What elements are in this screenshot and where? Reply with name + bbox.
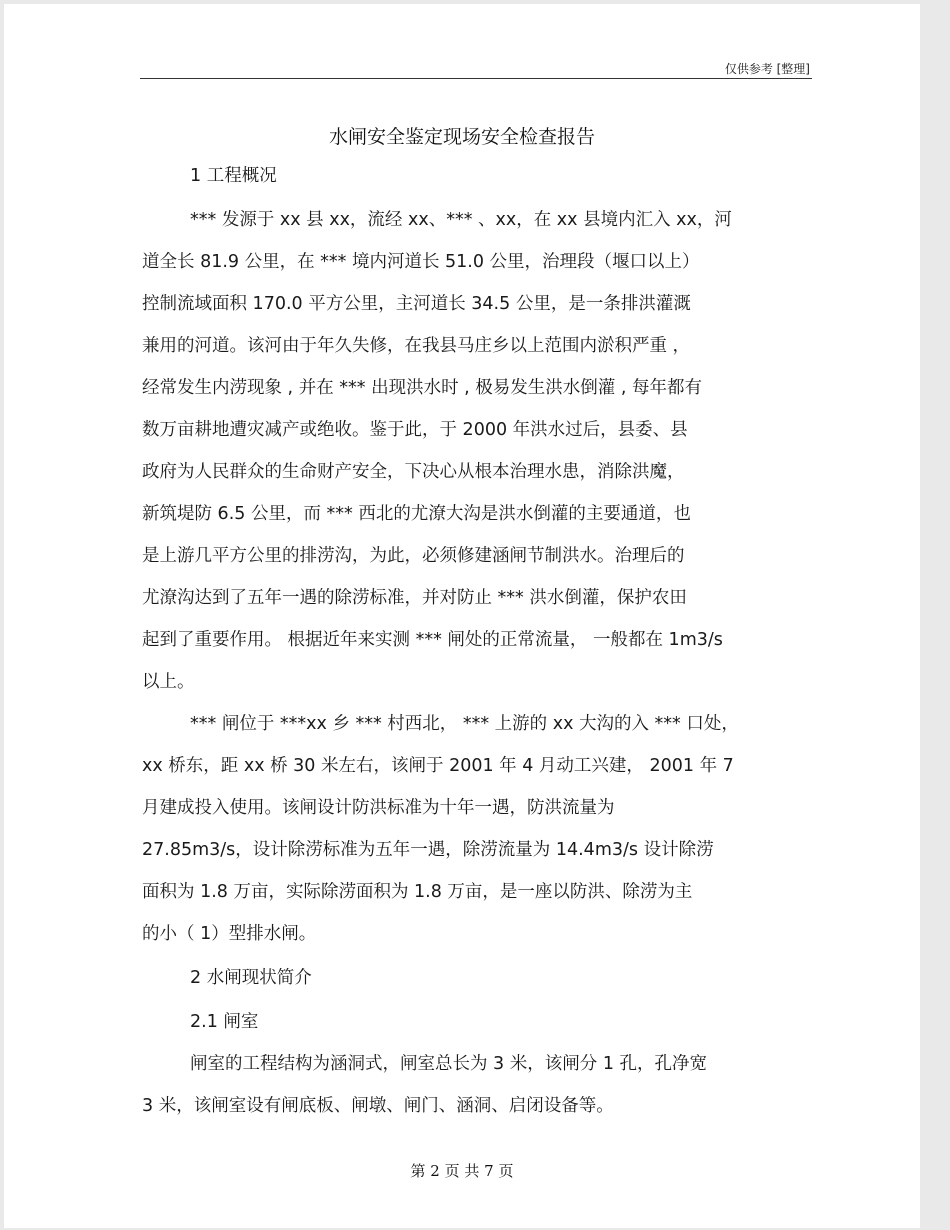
paragraph-line: 面积为 1.8 万亩，实际除涝面积为 1.8 万亩，是一座以防洪、除涝为主 xyxy=(142,882,693,902)
paragraph-line: 起到了重要作用。 根据近年来实测 *** 闸处的正常流量， 一般都在 1m3/s xyxy=(142,630,723,650)
paragraph-line: 政府为人民群众的生命财产安全，下决心从根本治理水患，消除洪魔， xyxy=(142,462,685,482)
paragraph-line: 月建成投入使用。该闸设计防洪标准为十年一遇，防洪流量为 xyxy=(142,798,615,818)
paragraph-line: 道全长 81.9 公里，在 *** 境内河道长 51.0 公里，治理段（堰口以上） xyxy=(142,252,700,272)
paragraph-line: 是上游几平方公里的排涝沟，为此，必须修建涵闸节制洪水。治理后的 xyxy=(142,546,685,566)
page-number: 第 2 页 共 7 页 xyxy=(410,1162,514,1180)
paragraph-line: *** 发源于 xx 县 xx，流经 xx、*** 、xx，在 xx 县境内汇入 xx，河 xyxy=(190,210,732,230)
paragraph-line: 经常发生内涝现象 , 并在 *** 出现洪水时 , 极易发生洪水倒灌 , 每年都有 xyxy=(142,378,702,398)
paragraph-line: *** 闸位于 ***xx 乡 *** 村西北， *** 上游的 xx 大沟的入 *** 口处， xyxy=(190,714,739,734)
paragraph-line: 27.85m3/s，设计除涝标准为五年一遇，除涝流量为 14.4m3/s 设计除涝 xyxy=(142,840,714,860)
paragraph-line: 3 米，该闸室设有闸底板、闸墩、闸门、涵洞、启闭设备等。 xyxy=(142,1096,614,1116)
paragraph-line: 数万亩耕地遭灾减产或绝收。鉴于此，于 2000 年洪水过后，县委、县 xyxy=(142,420,688,440)
paragraph-line: 闸室的工程结构为涵洞式，闸室总长为 3 米，该闸分 1 孔，孔净宽 xyxy=(190,1054,708,1074)
section-heading-2: 2 水闸现状简介 xyxy=(190,968,312,988)
header-note: 仅供参考 [整理] xyxy=(724,62,810,76)
paragraph-line: 以上。 xyxy=(142,672,195,692)
paragraph-line: xx 桥东，距 xx 桥 30 米左右，该闸于 2001 年 4 月动工兴建， 2001 年 7 xyxy=(142,756,734,776)
document-title: 水闸安全鉴定现场安全检查报告 xyxy=(328,126,595,148)
paragraph-line: 新筑堤防 6.5 公里，而 *** 西北的尤潦大沟是洪水倒灌的主要通道，也 xyxy=(142,504,691,524)
header-divider xyxy=(140,78,812,79)
document-page xyxy=(4,4,920,1228)
subsection-heading-2-1: 2.1 闸室 xyxy=(190,1012,259,1032)
paragraph-line: 兼用的河道。该河由于年久失修，在我县马庄乡以上范围内淤积严重 ， xyxy=(142,336,691,356)
paragraph-line: 的小（ 1）型排水闸。 xyxy=(142,924,317,944)
paragraph-line: 控制流域面积 170.0 平方公里，主河道长 34.5 公里，是一条排洪灌溉 xyxy=(142,294,691,314)
paragraph-line: 尤潦沟达到了五年一遇的除涝标准，并对防止 *** 洪水倒灌，保护农田 xyxy=(142,588,687,608)
section-heading-1: 1 工程概况 xyxy=(190,166,277,186)
